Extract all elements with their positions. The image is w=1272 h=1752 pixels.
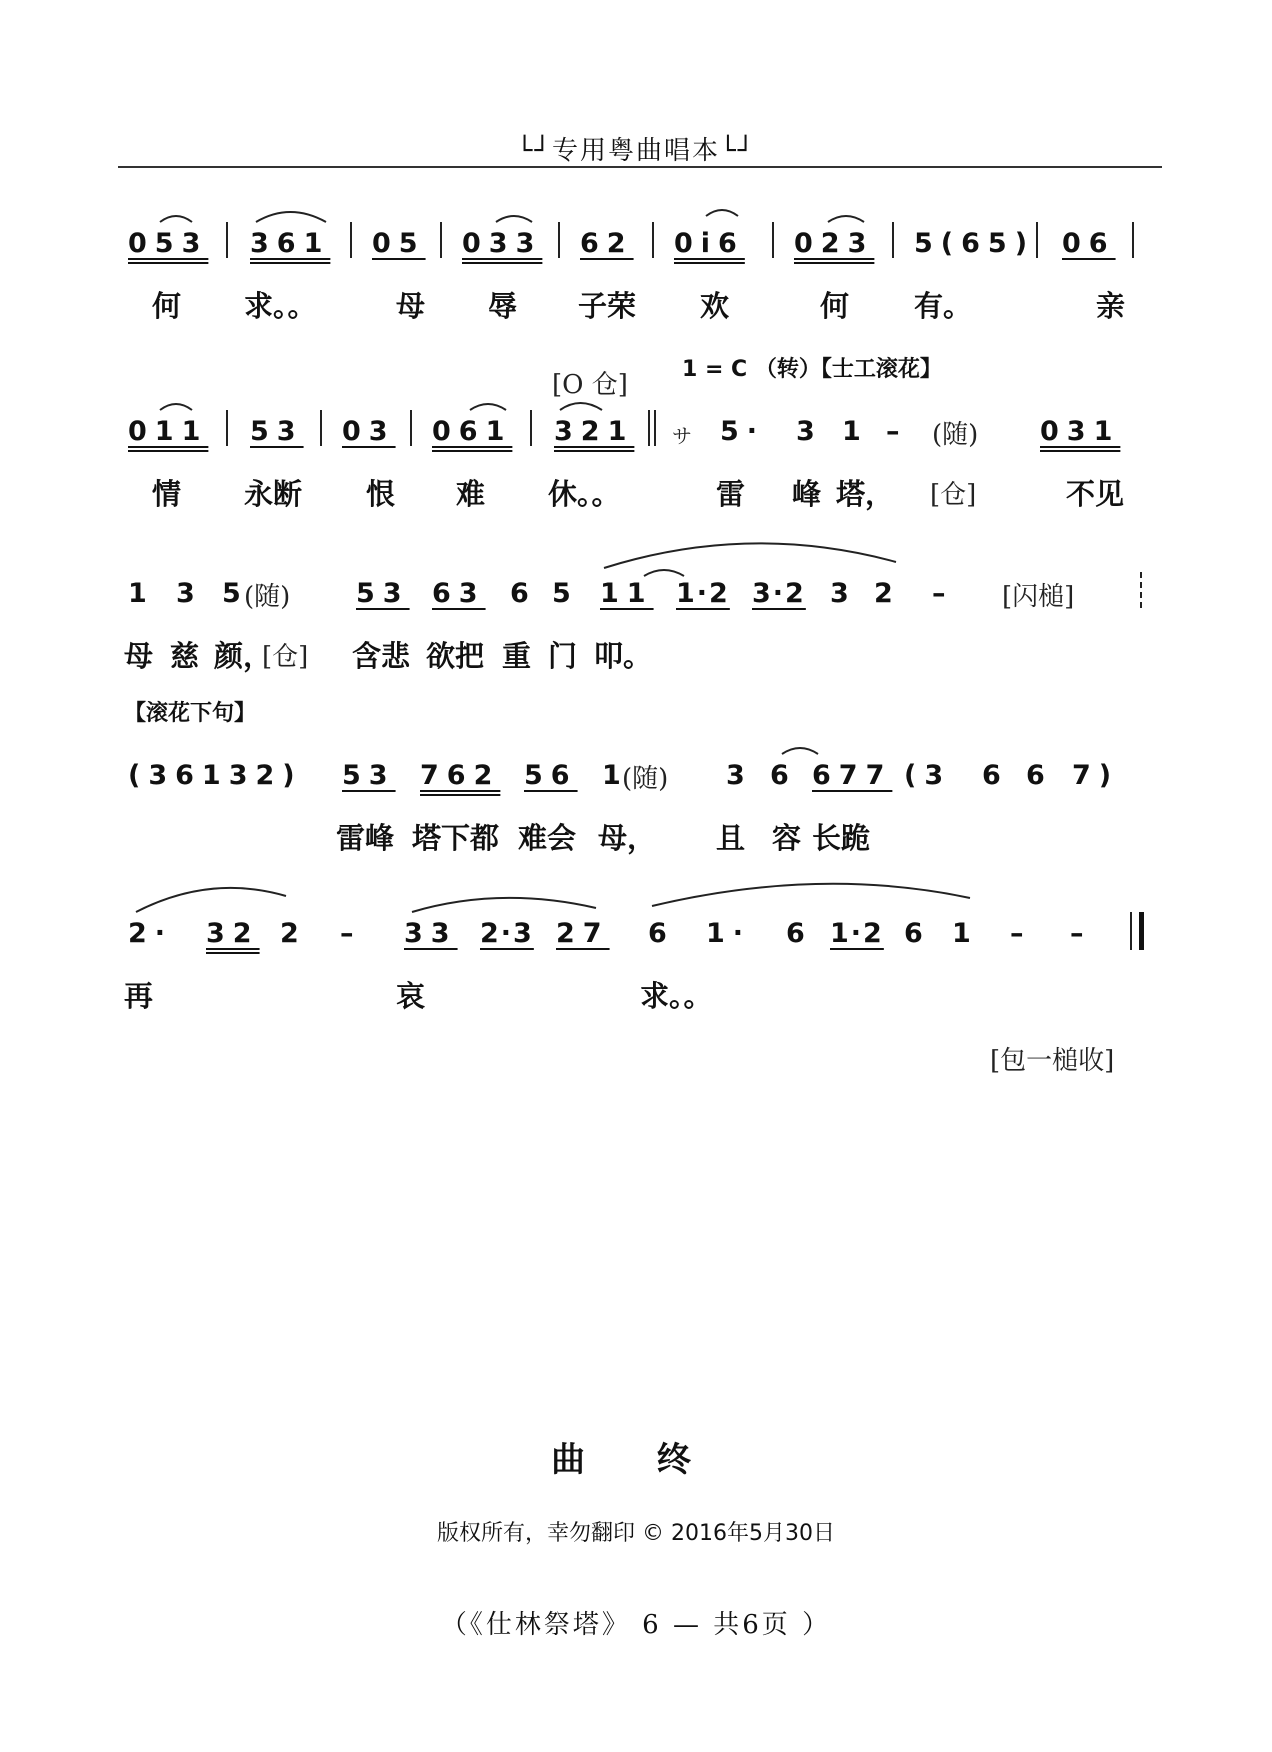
note: 6 (770, 760, 797, 791)
note: 7) (1072, 760, 1120, 791)
percussion-annotation: [仓] (262, 642, 309, 672)
slur (470, 404, 506, 410)
lyric: 不见 (1066, 477, 1125, 511)
page-footer: （《仕林祭塔》 6 — 共6页 ） (440, 1610, 832, 1640)
lyric: 重 (502, 639, 532, 673)
note: 63 (432, 578, 486, 609)
lyric: 塔， (836, 477, 895, 511)
note: 2· (128, 918, 174, 949)
note: 3·2 (752, 578, 806, 609)
note: (36132) (128, 760, 303, 791)
note: 3 (726, 760, 753, 791)
note: 27 (556, 918, 610, 949)
slur (412, 898, 596, 912)
lyric: 永断 (244, 477, 303, 511)
note: – (932, 578, 954, 609)
lyric: 休。。 (548, 477, 621, 511)
note: 1 (602, 760, 629, 791)
slur (652, 884, 970, 906)
note: 023 (794, 228, 875, 259)
slur (136, 888, 286, 912)
note: – (886, 416, 908, 447)
note: 762 (420, 760, 501, 791)
bracket-left: └┘ (516, 136, 552, 166)
lyric: 雷 (716, 477, 746, 511)
slur (644, 570, 684, 576)
instruction: (随) (244, 582, 291, 612)
note: 3 (796, 416, 823, 447)
lyric: 峰 (792, 477, 822, 511)
note: – (1070, 918, 1092, 949)
note: (3 (904, 760, 952, 791)
note: 3 (176, 578, 203, 609)
lyric: 再 (124, 979, 154, 1013)
note: 6 (786, 918, 813, 949)
lyric: 有。 (914, 289, 973, 323)
note: 53 (250, 416, 304, 447)
note: 56 (524, 760, 578, 791)
lyric: 欢 (700, 289, 730, 323)
slur (828, 216, 864, 222)
note: 053 (128, 228, 209, 259)
note: 1·2 (676, 578, 730, 609)
lyric: 慈 (170, 639, 200, 673)
slur (706, 210, 738, 216)
note: 0i6 (674, 228, 745, 259)
note: 1 (952, 918, 979, 949)
note: – (340, 918, 362, 949)
note: 53 (342, 760, 396, 791)
copyright-notice: 版权所有，幸勿翻印 © 2016年5月30日 (437, 1521, 835, 1546)
note: – (1010, 918, 1032, 949)
lyric: 母 (396, 289, 426, 323)
lyric: 求。。 (640, 979, 713, 1013)
note: 62 (580, 228, 634, 259)
note: 2 (874, 578, 901, 609)
lyric: 容 (772, 821, 802, 855)
note: 11 (600, 578, 654, 609)
note: 1 (128, 578, 155, 609)
note: 1· (706, 918, 752, 949)
note: 1 (842, 416, 869, 447)
lyric: 难会 (518, 821, 577, 855)
percussion-annotation: [包一槌收] (990, 1046, 1115, 1076)
note: 321 (554, 416, 635, 447)
note: 011 (128, 416, 209, 447)
lyric: 情 (152, 477, 182, 511)
lyric: 母 (124, 639, 154, 673)
percussion-annotation: [O 仓] (552, 370, 628, 400)
lyric: 何 (820, 289, 850, 323)
note: 3 (830, 578, 857, 609)
note: 5(65) (914, 228, 1036, 259)
lyric: 子荣 (578, 289, 637, 323)
note: 5· (720, 416, 766, 447)
note: 5 (222, 578, 249, 609)
note: 061 (432, 416, 513, 447)
percussion-annotation: [闪槌] (1002, 582, 1075, 612)
lyric: 颜， (214, 639, 273, 673)
lyric: 恨 (366, 477, 396, 511)
slur (782, 748, 818, 754)
section-label: 【滚花下句】 (124, 701, 257, 726)
slur (256, 212, 326, 222)
free-rhythm-mark: サ (672, 424, 692, 448)
slur (160, 216, 192, 222)
instruction: (随) (622, 764, 669, 794)
header-title: 专用粤曲唱本 (551, 136, 720, 166)
slur (496, 216, 532, 222)
note: 05 (372, 228, 426, 259)
lyric: 含悲 (352, 639, 411, 673)
note: 6 (1026, 760, 1053, 791)
lyric: 塔下都 (412, 821, 500, 855)
slur (604, 543, 896, 568)
note: 6 (510, 578, 537, 609)
note: 677 (812, 760, 893, 791)
note: 6 (904, 918, 931, 949)
note: 6 (648, 918, 675, 949)
note: 1·2 (830, 918, 884, 949)
lyric: 难 (456, 477, 486, 511)
end-title: 曲 终 (551, 1440, 721, 1480)
lyric: 亲 (1096, 289, 1126, 323)
note: 33 (404, 918, 458, 949)
lyric: 门 (548, 639, 578, 673)
instruction: (随) (932, 420, 979, 450)
lyric: 长跪 (812, 821, 871, 855)
note: 033 (462, 228, 543, 259)
slur (160, 404, 192, 410)
lyric: 辱 (488, 289, 518, 323)
note: 5 (552, 578, 579, 609)
lyric: 欲把 (426, 639, 485, 673)
lyric: 雷峰 (336, 821, 395, 855)
bracket-right: └┘ (720, 136, 756, 166)
note: 2·3 (480, 918, 534, 949)
note: 32 (206, 918, 260, 949)
note: 6 (982, 760, 1009, 791)
slur (560, 403, 602, 410)
note: 361 (250, 228, 331, 259)
lyric: 求。。 (244, 289, 317, 323)
lyric: 且 (716, 821, 746, 855)
note: 2 (280, 918, 307, 949)
lyric: 何 (152, 289, 182, 323)
note: 031 (1040, 416, 1121, 447)
lyric: 哀 (396, 979, 426, 1013)
note: 06 (1062, 228, 1116, 259)
lyric: 叩。 (594, 639, 653, 673)
percussion-annotation: [仓] (930, 480, 977, 510)
lyric: 母， (598, 821, 657, 855)
note: 53 (356, 578, 410, 609)
key-change-label: 1 = C （转）【士工滚花】 (682, 357, 942, 382)
note: 03 (342, 416, 396, 447)
